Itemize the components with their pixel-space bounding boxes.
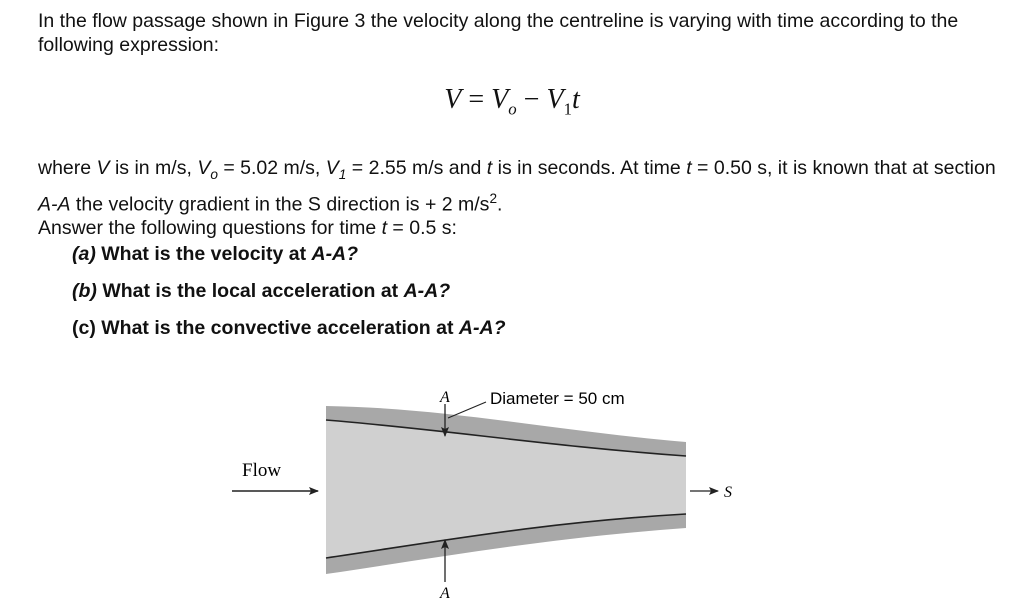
diameter-label: Diameter = 50 cm <box>490 389 625 408</box>
question-b-text: What is the local acceleration at <box>96 280 404 302</box>
eq-v1-sub: 1 <box>563 99 572 119</box>
where-text-4: = 2.55 m/s and <box>346 157 487 179</box>
where-v1: V <box>325 157 339 179</box>
where-v1-sub: 1 <box>338 166 347 182</box>
eq-lhs: V <box>444 84 462 115</box>
question-a-end: ? <box>346 243 359 265</box>
where-t3: t <box>381 217 388 240</box>
flow-passage-figure <box>228 370 768 609</box>
diameter-leader <box>448 402 486 418</box>
eq-v0-sub: o <box>508 99 517 119</box>
where-v: V <box>96 157 110 179</box>
question-a-text: What is the velocity at <box>95 243 312 265</box>
flow-label: Flow <box>242 460 282 481</box>
where-sup: 2 <box>489 190 498 206</box>
question-a-tag: (a) <box>72 243 96 265</box>
where-text-6: = 0.50 s, it is known that at section <box>691 157 996 179</box>
where-text-2: is in m/s, <box>109 157 198 179</box>
question-b-tag: (b) <box>72 280 97 302</box>
flow-passage-svg <box>228 370 768 609</box>
where-paragraph <box>38 156 998 240</box>
where-text-7: the velocity gradient in the S direction is + 2 m/s <box>70 193 490 216</box>
question-a <box>72 243 358 266</box>
question-b-end: ? <box>438 280 451 302</box>
question-c <box>72 317 505 340</box>
velocity-equation <box>0 84 1024 120</box>
where-v0-sub: o <box>210 166 218 182</box>
question-c-end: ? <box>493 317 506 339</box>
s-label: S <box>724 484 732 501</box>
where-text-8: . <box>497 193 503 216</box>
eq-equals: = <box>461 84 492 115</box>
intro-paragraph: In the flow passage shown in Figure 3 the velocity along the centreline is varying with time according to the following expression: <box>38 10 959 56</box>
question-c-text: What is the convective acceleration at <box>95 317 459 339</box>
question-c-section: A-A <box>458 317 494 339</box>
where-text-9: Answer the following questions for time <box>38 217 382 240</box>
where-text-5: is in seconds. At time <box>492 157 687 179</box>
section-label-top: A <box>440 389 450 406</box>
section-label-bottom: A <box>440 585 450 602</box>
where-v0: V <box>197 157 211 179</box>
where-text-3: = 5.02 m/s, <box>217 157 326 179</box>
question-b <box>72 280 450 303</box>
eq-t: t <box>571 84 580 115</box>
question-b-section: A-A <box>403 280 439 302</box>
where-t2: t <box>686 157 692 179</box>
question-c-tag: (c) <box>72 317 96 339</box>
where-section: A-A <box>38 193 71 216</box>
eq-minus: − <box>516 84 547 115</box>
eq-v1: V <box>546 84 564 115</box>
eq-v0: V <box>491 84 509 115</box>
where-text-1: where <box>38 157 97 179</box>
where-text-10: = 0.5 s: <box>387 217 457 240</box>
question-a-section: A-A <box>311 243 347 265</box>
where-t1: t <box>486 157 493 179</box>
